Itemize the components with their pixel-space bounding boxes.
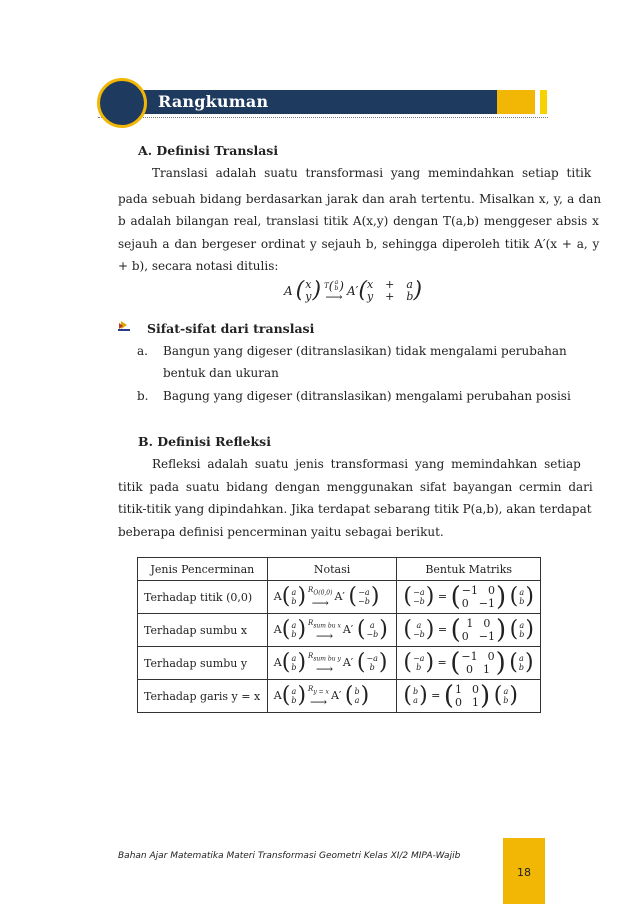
- table-row: [138, 680, 541, 713]
- header-title: Rangkuman: [158, 92, 269, 111]
- formula-source-vector: ( x y ): [295, 278, 322, 303]
- property-a-line-1: Bangun yang digeser (ditranslasikan) tidak mengalami perubahan: [163, 344, 567, 358]
- header-divider: [98, 117, 548, 118]
- formula-image-vector: ( x + a y + b ): [358, 278, 423, 303]
- section-a-line-4: sejauh a dan bergeser ordinat y sejauh b, sehingga diperoleh titik A′(x + a, y: [118, 237, 600, 251]
- table-header-matriks: Bentuk Matriks: [397, 558, 541, 581]
- row-notasi: A ( a b ) $R_{sum bu x}$ ⟶ A′ ( a −b ): [267, 614, 397, 647]
- section-a-line-5: + b), secara notasi ditulis:: [118, 259, 279, 273]
- property-a-line-2: bentuk dan ukuran: [163, 366, 279, 380]
- section-a-line-3: b adalah bilangan real, translasi titik A(x,y) dengan T(a,b) menggeser absis x: [118, 214, 599, 228]
- properties-heading: Sifat-sifat dari translasi: [147, 321, 315, 336]
- header-circle-icon: [97, 78, 147, 128]
- table-header-row: [138, 558, 541, 581]
- row-jenis: Terhadap sumbu x: [138, 614, 268, 647]
- property-b-line-1: Bagung yang digeser (ditranslasikan) mengalami perubahan posisi: [163, 389, 571, 403]
- row-jenis: Terhadap sumbu y: [138, 647, 268, 680]
- section-a-line-1: [152, 166, 592, 180]
- formula-translation-arrow: T ( a b ) ⟶: [324, 279, 344, 304]
- row-matriks: ( −a −b ) = ( −1 0 0 −1 ) ( a b ): [397, 581, 541, 614]
- row-matriks: ( −a b ) = ( −1 0 0 1 ) ( a b ): [397, 647, 541, 680]
- table-header-jenis: Jenis Pencerminan: [138, 558, 268, 581]
- table-row: [138, 581, 541, 614]
- section-a-line-2: pada sebuah bidang berdasarkan jarak dan arah tertentu. Misalkan x, y, a dan: [118, 192, 602, 206]
- row-notasi: A ( a b ) $R_{O(0,0)}$ ⟶ A′ ( −a −b ): [267, 581, 397, 614]
- footer-text: Bahan Ajar Matematika Materi Transformasi Geometri Kelas XI/2 MIPA-Wajib: [118, 851, 461, 861]
- table-header-notasi: Notasi: [267, 558, 397, 581]
- table-row: [138, 647, 541, 680]
- row-matriks: ( b a ) = ( 1 0 0 1 ) ( a b ): [397, 680, 541, 713]
- section-a-heading: A. Definisi Translasi: [138, 143, 279, 158]
- row-matriks: ( a −b ) = ( 1 0 0 −1 ) ( a b ): [397, 614, 541, 647]
- section-b-line-2: titik pada suatu bidang dengan menggunakan sifat bayangan cermin dari: [118, 480, 593, 494]
- row-jenis: Terhadap garis y = x: [138, 680, 268, 713]
- row-notasi: A ( a b ) $R_{sum bu y}$ ⟶ A′ ( −a b ): [267, 647, 397, 680]
- section-a-line-1-text: Translasi adalah suatu transformasi yang memindahkan setiap titik: [152, 166, 592, 180]
- bullet-arrow-icon: [118, 320, 130, 332]
- page-number: 18: [517, 866, 531, 879]
- property-b-marker: b.: [137, 389, 149, 403]
- row-jenis: Terhadap titik (0,0): [138, 581, 268, 614]
- section-b-line-1: Refleksi adalah suatu jenis transformasi yang memindahkan setiap: [152, 457, 581, 471]
- formula-point-a: A: [284, 284, 293, 298]
- translation-formula: [284, 279, 422, 303]
- formula-point-a-prime: A′: [346, 284, 359, 298]
- row-notasi: A ( a b ) $R_{y = x}$ ⟶ A′ ( b a ): [267, 680, 397, 713]
- header-banner-tick: [540, 90, 547, 114]
- property-a-marker: a.: [137, 344, 148, 358]
- header-banner-accent: [497, 90, 535, 114]
- table-body: [138, 581, 541, 713]
- section-b-line-4: beberapa definisi pencerminan yaitu sebagai berikut.: [118, 525, 444, 539]
- reflection-table: [137, 557, 541, 713]
- section-b-line-3: titik-titik yang dipindahkan. Jika terdapat sebarang titik P(a,b), akan terdapat: [118, 502, 592, 516]
- section-b-heading: B. Definisi Refleksi: [138, 434, 271, 449]
- table-row: [138, 614, 541, 647]
